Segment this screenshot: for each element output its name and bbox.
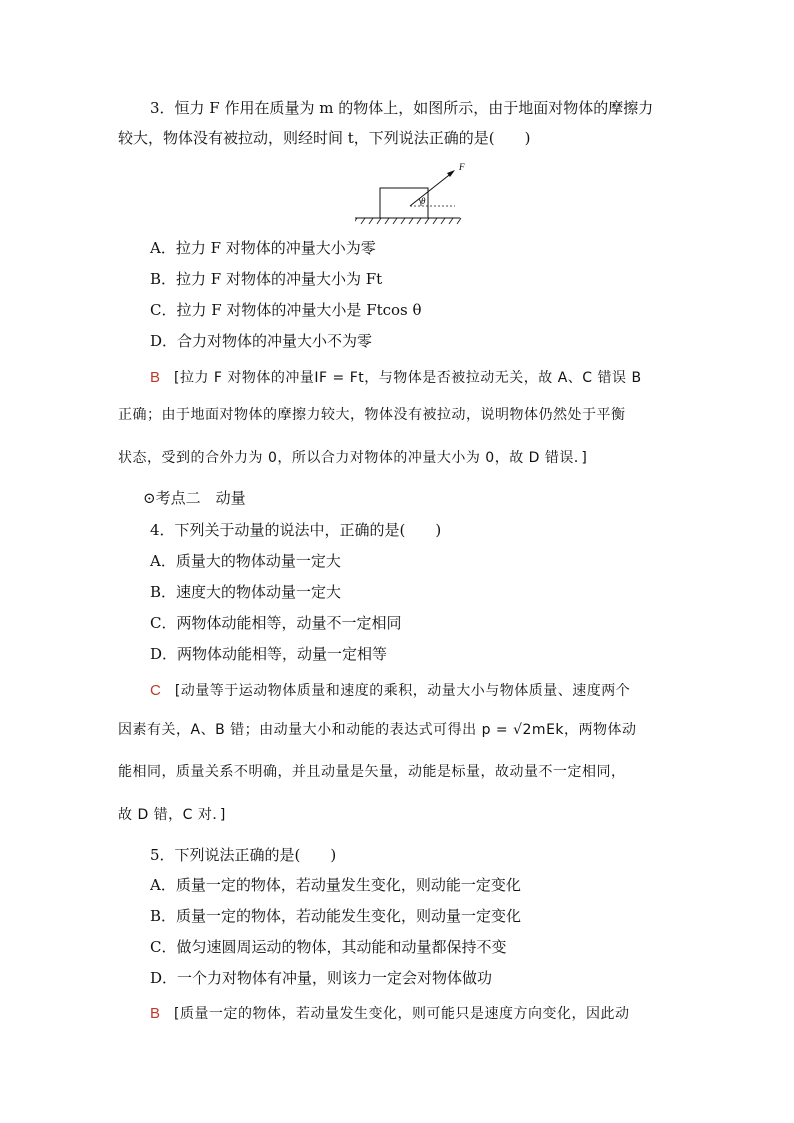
q4-answer-line-2: 因素有关，A、B 错；由动量大小和动能的表达式可得出 p = √2mEk，两物体动: [118, 722, 637, 738]
q3-answer-text-1: [拉力 F 对物体的冲量IF = Ft，与物体是否被拉动无关，故 A、C 错误 B: [174, 370, 642, 386]
q5-option-a: A．质量一定的物体，若动量发生变化，则动能一定变化: [150, 876, 521, 894]
q4-answer-line-1: [150, 680, 630, 701]
q3-answer-line-3: 状态，受到的合外力为 0，所以合力对物体的冲量大小为 0，故 D 错误．]: [118, 450, 588, 466]
q5-option-b: B．质量一定的物体，若动能发生变化，则动量一定变化: [150, 907, 522, 925]
q3-answer-line-2: 正确；由于地面对物体的摩擦力较大，物体没有被拉动，说明物体仍然处于平衡: [118, 407, 626, 423]
q5-answer-text-1: [质量一定的物体，若动量发生变化，则可能只是速度方向变化，因此动: [174, 1006, 630, 1022]
q3-answer-letter: B: [150, 369, 161, 386]
q3-answer-line-1: [150, 367, 642, 388]
q3-stem-line-2: 较大，物体没有被拉动，则经时间 t，下列说法正确的是( ): [118, 129, 531, 147]
force-diagram: [355, 158, 465, 228]
q5-answer-line-1: [150, 1003, 629, 1024]
q4-option-d: D．两物体动能相等，动量一定相等: [150, 645, 388, 663]
force-label: F: [459, 162, 465, 172]
q4-option-b: B．速度大的物体动量一定大: [150, 583, 342, 601]
ground-hatching: [355, 218, 461, 224]
q4-answer-line-3: 能相同，质量关系不明确，并且动量是矢量，动能是标量，故动量不一定相同，: [118, 764, 626, 780]
q4-option-c: C．两物体动能相等，动量不一定相同: [150, 614, 402, 632]
q3-option-d: D．合力对物体的冲量大小不为零: [150, 332, 373, 350]
q4-stem: 4．下列关于动量的说法中，正确的是( ): [150, 521, 442, 539]
q5-stem: 5．下列说法正确的是( ): [150, 846, 337, 864]
q3-stem-line-1: 3．恒力 F 作用在质量为 m 的物体上，如图所示，由于地面对物体的摩擦力: [150, 99, 654, 117]
q5-option-d: D．一个力对物体有冲量，则该力一定会对物体做功: [150, 969, 493, 987]
q4-answer-letter: C: [150, 682, 161, 699]
section-heading: ⊙考点二 动量: [143, 489, 246, 507]
q3-option-a: A．拉力 F 对物体的冲量大小为零: [150, 239, 376, 257]
q3-option-b: B．拉力 F 对物体的冲量大小为 Ft: [150, 270, 383, 288]
q4-answer-text-1: [动量等于运动物体质量和速度的乘积，动量大小与物体质量、速度两个: [174, 683, 631, 699]
q4-option-a: A．质量大的物体动量一定大: [150, 552, 341, 570]
q5-option-c: C．做匀速圆周运动的物体，其动能和动量都保持不变: [150, 938, 507, 956]
q5-answer-letter: B: [150, 1005, 161, 1022]
q3-option-c: C．拉力 F 对物体的冲量大小是 Ftcos θ: [150, 301, 422, 319]
q4-answer-line-4: 故 D 错，C 对．]: [118, 807, 226, 823]
angle-label: θ: [421, 196, 426, 206]
